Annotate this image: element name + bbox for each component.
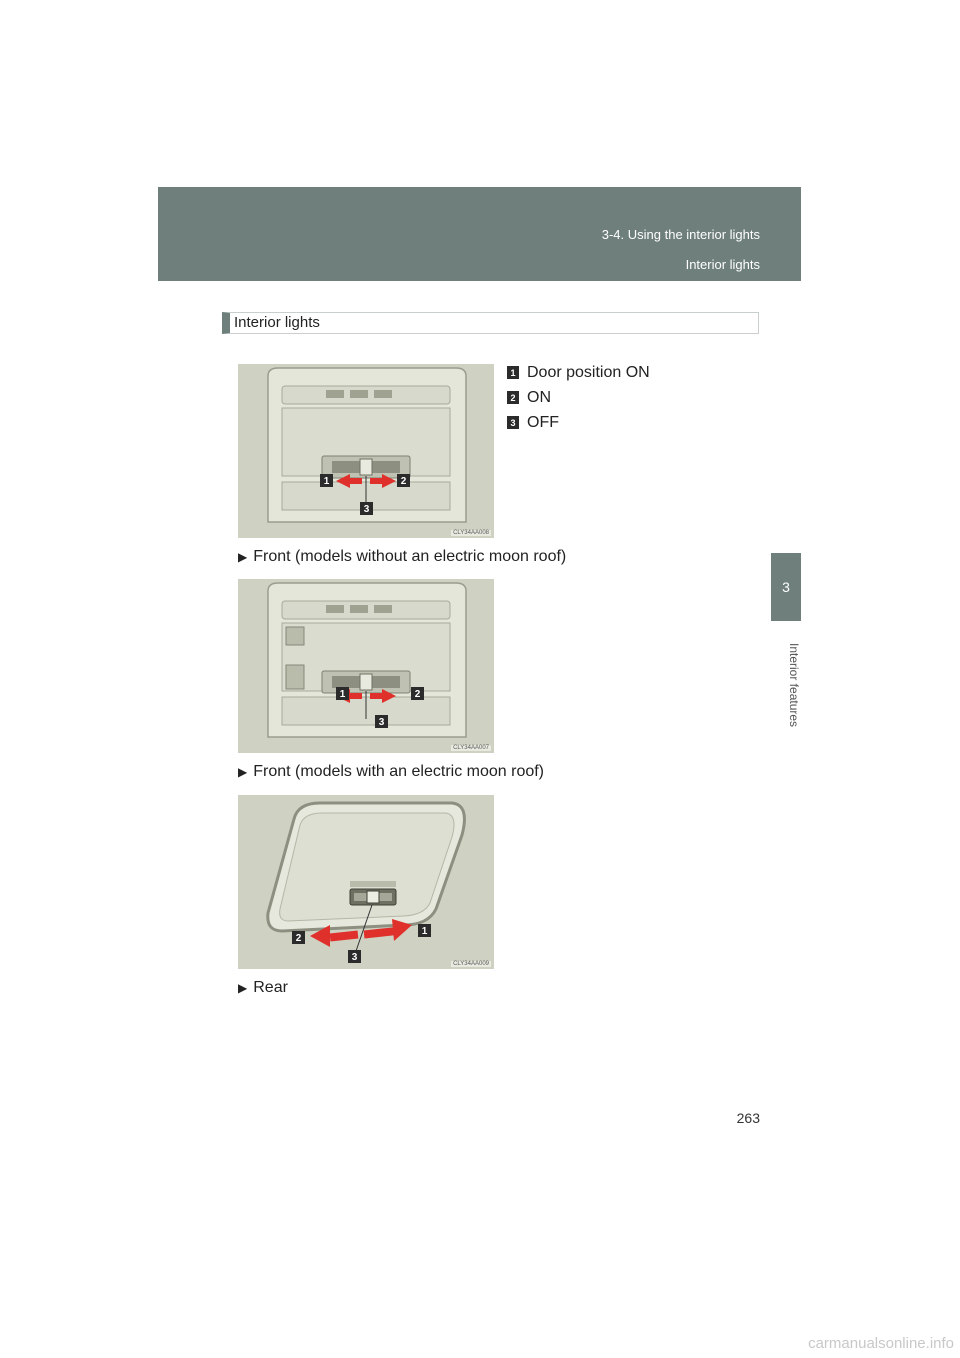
callout-2: 2 [295,933,302,944]
figure-front-moonroof [238,579,494,753]
chapter-tab [771,553,801,621]
legend [507,360,650,435]
callout-2: 2 [414,689,421,700]
legend-label: OFF [527,413,559,431]
legend-label: Door position ON [527,363,650,381]
overhead-console-moonroof-illustration [238,579,494,753]
figure-rear [238,795,494,969]
legend-item [507,410,650,435]
figure-code: CLY34AA007 [453,745,489,751]
section-heading: Interior lights [222,312,759,334]
chapter-title: Interior features [787,642,801,728]
header-section-title: 3-4. Using the interior lights [601,227,760,242]
chapter-number: 3 [782,579,790,595]
header-band [158,187,801,281]
figure-caption [238,763,544,781]
caption-text: Front (models without an electric moon roof) [253,548,567,565]
legend-item [507,360,650,385]
number-badge: 1 [507,366,519,379]
callout-3: 3 [351,952,358,963]
bullet-triangle-icon: ▶ [238,550,248,564]
caption-text: Rear [253,979,288,996]
callout-3: 3 [378,717,385,728]
bullet-triangle-icon: ▶ [238,765,248,779]
callout-1: 1 [339,689,346,700]
callout-2: 2 [400,476,407,487]
watermark: carmanualsonline.info [808,1335,954,1352]
legend-item [507,385,650,410]
bullet-triangle-icon: ▶ [238,981,248,995]
number-badge: 2 [507,391,519,404]
legend-label: ON [527,388,551,406]
callout-1: 1 [421,926,428,937]
figure-code: CLY34AA009 [453,961,489,967]
figure-caption [238,979,288,997]
callout-1: 1 [323,476,330,487]
header-subsection-title: Interior lights [685,257,760,272]
figure-code: CLY34AA008 [453,530,489,536]
figure-caption [238,548,566,566]
number-badge: 3 [507,416,519,429]
overhead-console-illustration [238,364,494,538]
figure-front-no-moonroof [238,364,494,538]
callout-3: 3 [363,504,370,515]
page-number: 263 [736,1110,760,1126]
rear-light-illustration [238,795,494,969]
caption-text: Front (models with an electric moon roof) [253,763,545,780]
